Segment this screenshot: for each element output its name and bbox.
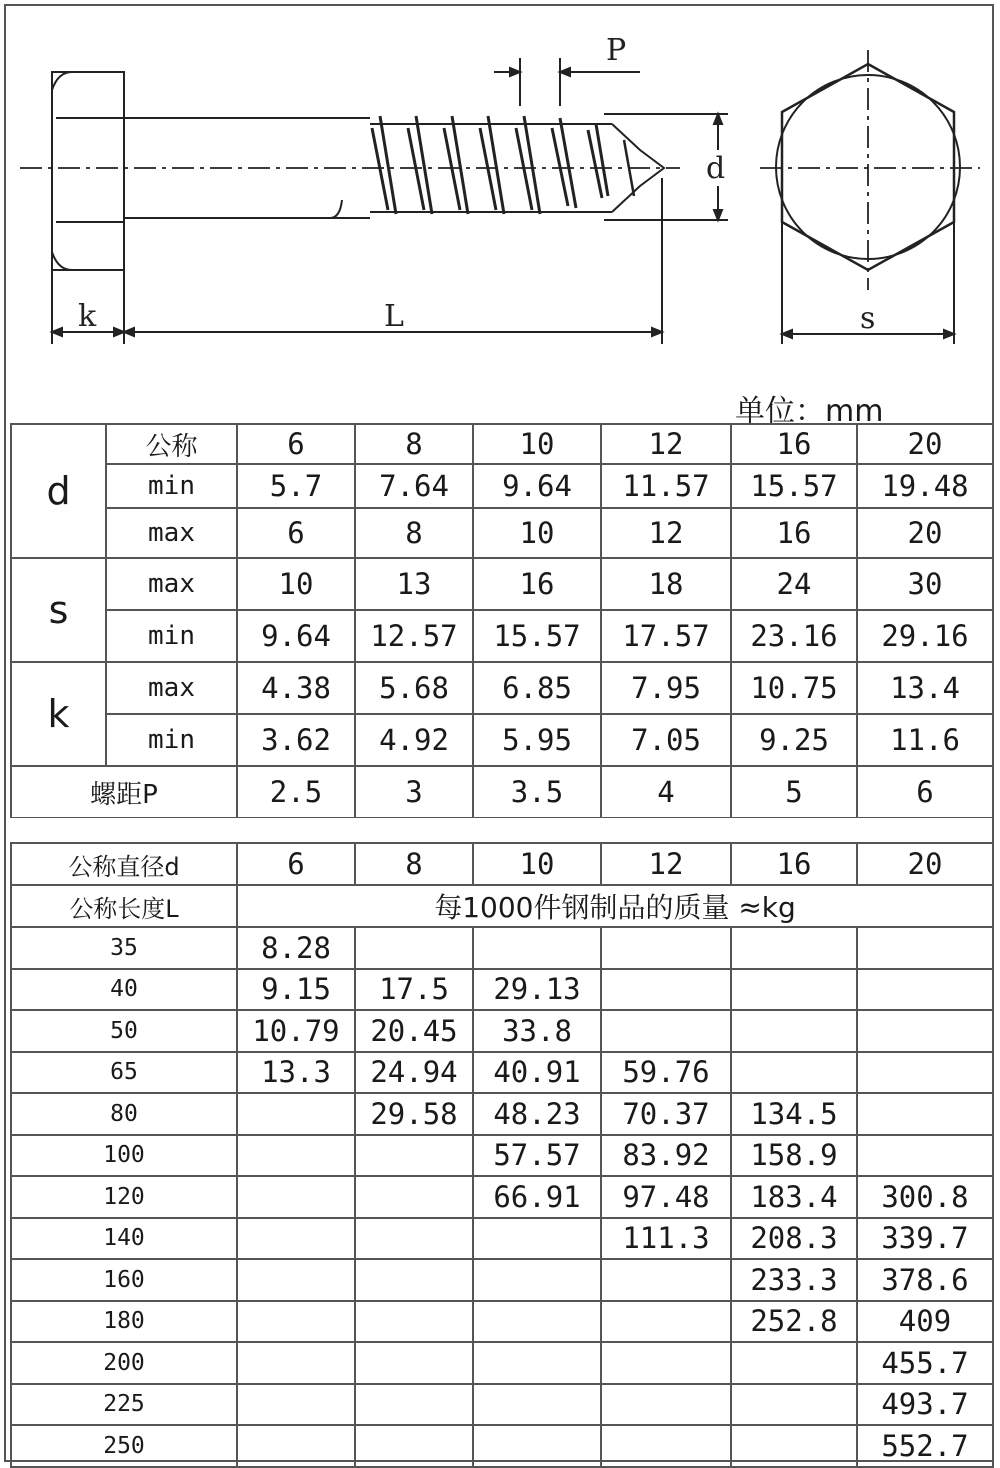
mass-cell: 111.3 xyxy=(601,1218,731,1260)
mass-cell: 8.28 xyxy=(237,927,355,969)
length-cell: 35 xyxy=(11,927,237,969)
diameter-cell: 8 xyxy=(355,843,473,885)
screw-head-side xyxy=(52,72,124,270)
mass-cell xyxy=(731,1052,857,1094)
dim-cell: 11.6 xyxy=(857,714,993,766)
dim-cell: 12 xyxy=(601,424,731,464)
dim-cell: 7.95 xyxy=(601,662,731,714)
mass-cell xyxy=(355,1384,473,1426)
pitch-cell: 4 xyxy=(601,766,731,818)
mass-cell xyxy=(601,1010,731,1052)
mass-cell: 233.3 xyxy=(731,1259,857,1301)
length-cell: 80 xyxy=(11,1093,237,1135)
mass-cell xyxy=(237,1384,355,1426)
mass-cell: 70.37 xyxy=(601,1093,731,1135)
mass-cell xyxy=(731,1342,857,1384)
mass-cell: 29.58 xyxy=(355,1093,473,1135)
dim-cell: 30 xyxy=(857,558,993,610)
mass-header-length xyxy=(11,885,993,927)
dim-row-k-0 xyxy=(11,662,993,714)
dim-cell: 3.62 xyxy=(237,714,355,766)
dim-cell: 8 xyxy=(355,424,473,464)
mass-cell: 252.8 xyxy=(731,1301,857,1343)
label-L: L xyxy=(384,299,404,334)
dim-cell: 10 xyxy=(473,508,601,558)
mass-cell xyxy=(473,1259,601,1301)
mass-row xyxy=(11,1093,993,1135)
mass-cell: 13.3 xyxy=(237,1052,355,1094)
mass-cell xyxy=(237,1176,355,1218)
mass-cell xyxy=(355,1301,473,1343)
length-cell: 160 xyxy=(11,1259,237,1301)
dim-cell: 6.85 xyxy=(473,662,601,714)
dim-cell: 16 xyxy=(731,508,857,558)
mass-cell xyxy=(355,1176,473,1218)
mass-cell xyxy=(237,1218,355,1260)
mass-row xyxy=(11,969,993,1011)
mass-row xyxy=(11,1176,993,1218)
mass-cell: 24.94 xyxy=(355,1052,473,1094)
pitch-cell: 3.5 xyxy=(473,766,601,818)
mass-cell xyxy=(731,1384,857,1426)
mass-cell xyxy=(473,1425,601,1467)
length-cell: 250 xyxy=(11,1425,237,1467)
dim-cell: 6 xyxy=(237,508,355,558)
dim-cell: 5.7 xyxy=(237,464,355,508)
dim-cell: 13 xyxy=(355,558,473,610)
label-s: s xyxy=(860,301,876,336)
dim-cell: 7.64 xyxy=(355,464,473,508)
mass-cell: 158.9 xyxy=(731,1135,857,1177)
mass-row xyxy=(11,1218,993,1260)
mass-cell xyxy=(601,1259,731,1301)
dim-cell: 20 xyxy=(857,508,993,558)
mass-row xyxy=(11,1342,993,1384)
mass-cell xyxy=(857,1135,993,1177)
label-k: k xyxy=(78,299,97,334)
mass-cell xyxy=(473,1384,601,1426)
length-cell: 200 xyxy=(11,1342,237,1384)
length-cell: 180 xyxy=(11,1301,237,1343)
mass-cell: 208.3 xyxy=(731,1218,857,1260)
dim-cell: 15.57 xyxy=(473,610,601,662)
mass-cell: 59.76 xyxy=(601,1052,731,1094)
dim-cell: 13.4 xyxy=(857,662,993,714)
length-cell: 50 xyxy=(11,1010,237,1052)
mass-cell: 57.57 xyxy=(473,1135,601,1177)
mass-cell xyxy=(473,927,601,969)
mass-row xyxy=(11,1259,993,1301)
dim-cell: 7.05 xyxy=(601,714,731,766)
table-gap xyxy=(10,818,992,842)
dim-cell: 24 xyxy=(731,558,857,610)
mass-cell xyxy=(355,1259,473,1301)
mass-cell xyxy=(857,1052,993,1094)
unit-label: 单位：mm xyxy=(735,394,884,429)
length-cell: 100 xyxy=(11,1135,237,1177)
pitch-cell: 6 xyxy=(857,766,993,818)
diameter-cell: 6 xyxy=(237,843,355,885)
mass-cell xyxy=(601,969,731,1011)
dim-row-d-1 xyxy=(11,464,993,508)
dim-cell: 12 xyxy=(601,508,731,558)
row-label: max xyxy=(106,558,237,610)
dim-cell: 4.38 xyxy=(237,662,355,714)
screw-drawing xyxy=(0,0,1000,400)
dim-row-d-2 xyxy=(11,508,993,558)
mass-header-diameter xyxy=(11,843,993,885)
row-label: max xyxy=(106,508,237,558)
diameter-cell: 20 xyxy=(857,843,993,885)
dim-row-s-1 xyxy=(11,610,993,662)
mass-title: 每1000件钢制品的质量 ≈kg xyxy=(237,885,993,927)
dim-cell: 23.16 xyxy=(731,610,857,662)
row-label: min xyxy=(106,610,237,662)
mass-row xyxy=(11,1301,993,1343)
group-label-k: k xyxy=(11,662,106,766)
mass-row xyxy=(11,1425,993,1467)
dim-cell: 11.57 xyxy=(601,464,731,508)
mass-cell: 552.7 xyxy=(857,1425,993,1467)
mass-row xyxy=(11,1052,993,1094)
mass-cell xyxy=(857,927,993,969)
diameter-cell: 12 xyxy=(601,843,731,885)
mass-cell xyxy=(473,1218,601,1260)
dim-cell: 6 xyxy=(237,424,355,464)
length-cell: 65 xyxy=(11,1052,237,1094)
mass-cell xyxy=(731,1425,857,1467)
mass-cell xyxy=(731,927,857,969)
mass-cell xyxy=(237,1342,355,1384)
mass-cell: 83.92 xyxy=(601,1135,731,1177)
mass-cell xyxy=(731,969,857,1011)
length-label: 公称长度L xyxy=(11,885,237,927)
label-P: P xyxy=(606,33,627,68)
diameter-cell: 16 xyxy=(731,843,857,885)
mass-cell xyxy=(601,1301,731,1343)
dim-cell: 10 xyxy=(237,558,355,610)
dim-row-s-0 xyxy=(11,558,993,610)
mass-cell: 409 xyxy=(857,1301,993,1343)
mass-cell xyxy=(237,1259,355,1301)
mass-table xyxy=(10,842,994,1468)
mass-cell xyxy=(355,927,473,969)
mass-cell xyxy=(601,927,731,969)
mass-cell xyxy=(237,1301,355,1343)
dim-cell: 10 xyxy=(473,424,601,464)
mass-cell: 17.5 xyxy=(355,969,473,1011)
mass-cell xyxy=(237,1425,355,1467)
pitch-cell: 3 xyxy=(355,766,473,818)
mass-cell: 10.79 xyxy=(237,1010,355,1052)
dim-cell: 8 xyxy=(355,508,473,558)
mass-cell xyxy=(355,1218,473,1260)
dim-row-d-0 xyxy=(11,424,993,464)
dim-cell: 29.16 xyxy=(857,610,993,662)
mass-cell xyxy=(601,1425,731,1467)
pitch-cell: 2.5 xyxy=(237,766,355,818)
screw-head-end xyxy=(760,50,980,344)
group-label-d: d xyxy=(11,424,106,558)
dim-cell: 17.57 xyxy=(601,610,731,662)
length-cell: 225 xyxy=(11,1384,237,1426)
mass-cell xyxy=(731,1010,857,1052)
label-d: d xyxy=(706,151,726,186)
row-label: min xyxy=(106,464,237,508)
dim-cell: 19.48 xyxy=(857,464,993,508)
mass-cell xyxy=(857,1093,993,1135)
diameter-label: 公称直径d xyxy=(11,843,237,885)
mass-row xyxy=(11,1010,993,1052)
mass-cell xyxy=(237,1093,355,1135)
dim-cell: 5.68 xyxy=(355,662,473,714)
mass-cell: 455.7 xyxy=(857,1342,993,1384)
mass-cell: 300.8 xyxy=(857,1176,993,1218)
row-label: min xyxy=(106,714,237,766)
pitch-label: 螺距P xyxy=(11,766,237,818)
length-cell: 120 xyxy=(11,1176,237,1218)
dim-row-pitch xyxy=(11,766,993,818)
dim-cell: 16 xyxy=(473,558,601,610)
mass-cell: 29.13 xyxy=(473,969,601,1011)
mass-cell xyxy=(355,1342,473,1384)
mass-cell: 48.23 xyxy=(473,1093,601,1135)
mass-cell xyxy=(473,1342,601,1384)
mass-row xyxy=(11,927,993,969)
length-cell: 140 xyxy=(11,1218,237,1260)
dim-cell: 20 xyxy=(857,424,993,464)
mass-cell: 183.4 xyxy=(731,1176,857,1218)
mass-cell xyxy=(473,1301,601,1343)
dim-cell: 4.92 xyxy=(355,714,473,766)
length-cell: 40 xyxy=(11,969,237,1011)
mass-cell: 97.48 xyxy=(601,1176,731,1218)
diameter-cell: 10 xyxy=(473,843,601,885)
mass-cell xyxy=(355,1425,473,1467)
mass-cell xyxy=(237,1135,355,1177)
dimension-table xyxy=(10,423,994,819)
mass-cell: 134.5 xyxy=(731,1093,857,1135)
mass-cell: 493.7 xyxy=(857,1384,993,1426)
row-label: 公称 xyxy=(106,424,237,464)
mass-cell xyxy=(601,1384,731,1426)
mass-cell xyxy=(355,1135,473,1177)
mass-cell: 9.15 xyxy=(237,969,355,1011)
mass-row xyxy=(11,1384,993,1426)
mass-cell xyxy=(857,1010,993,1052)
dim-cell: 9.64 xyxy=(473,464,601,508)
mass-cell: 40.91 xyxy=(473,1052,601,1094)
dim-cell: 9.64 xyxy=(237,610,355,662)
mass-cell: 339.7 xyxy=(857,1218,993,1260)
pitch-cell: 5 xyxy=(731,766,857,818)
dim-cell: 18 xyxy=(601,558,731,610)
dim-cell: 15.57 xyxy=(731,464,857,508)
dim-cell: 5.95 xyxy=(473,714,601,766)
dim-cell: 10.75 xyxy=(731,662,857,714)
group-label-s: s xyxy=(11,558,106,662)
mass-cell: 33.8 xyxy=(473,1010,601,1052)
dim-cell: 16 xyxy=(731,424,857,464)
dim-cell: 9.25 xyxy=(731,714,857,766)
mass-cell: 378.6 xyxy=(857,1259,993,1301)
mass-cell xyxy=(601,1342,731,1384)
row-label: max xyxy=(106,662,237,714)
mass-cell: 20.45 xyxy=(355,1010,473,1052)
dim-row-k-1 xyxy=(11,714,993,766)
mass-row xyxy=(11,1135,993,1177)
mass-cell: 66.91 xyxy=(473,1176,601,1218)
mass-cell xyxy=(857,969,993,1011)
dim-cell: 12.57 xyxy=(355,610,473,662)
